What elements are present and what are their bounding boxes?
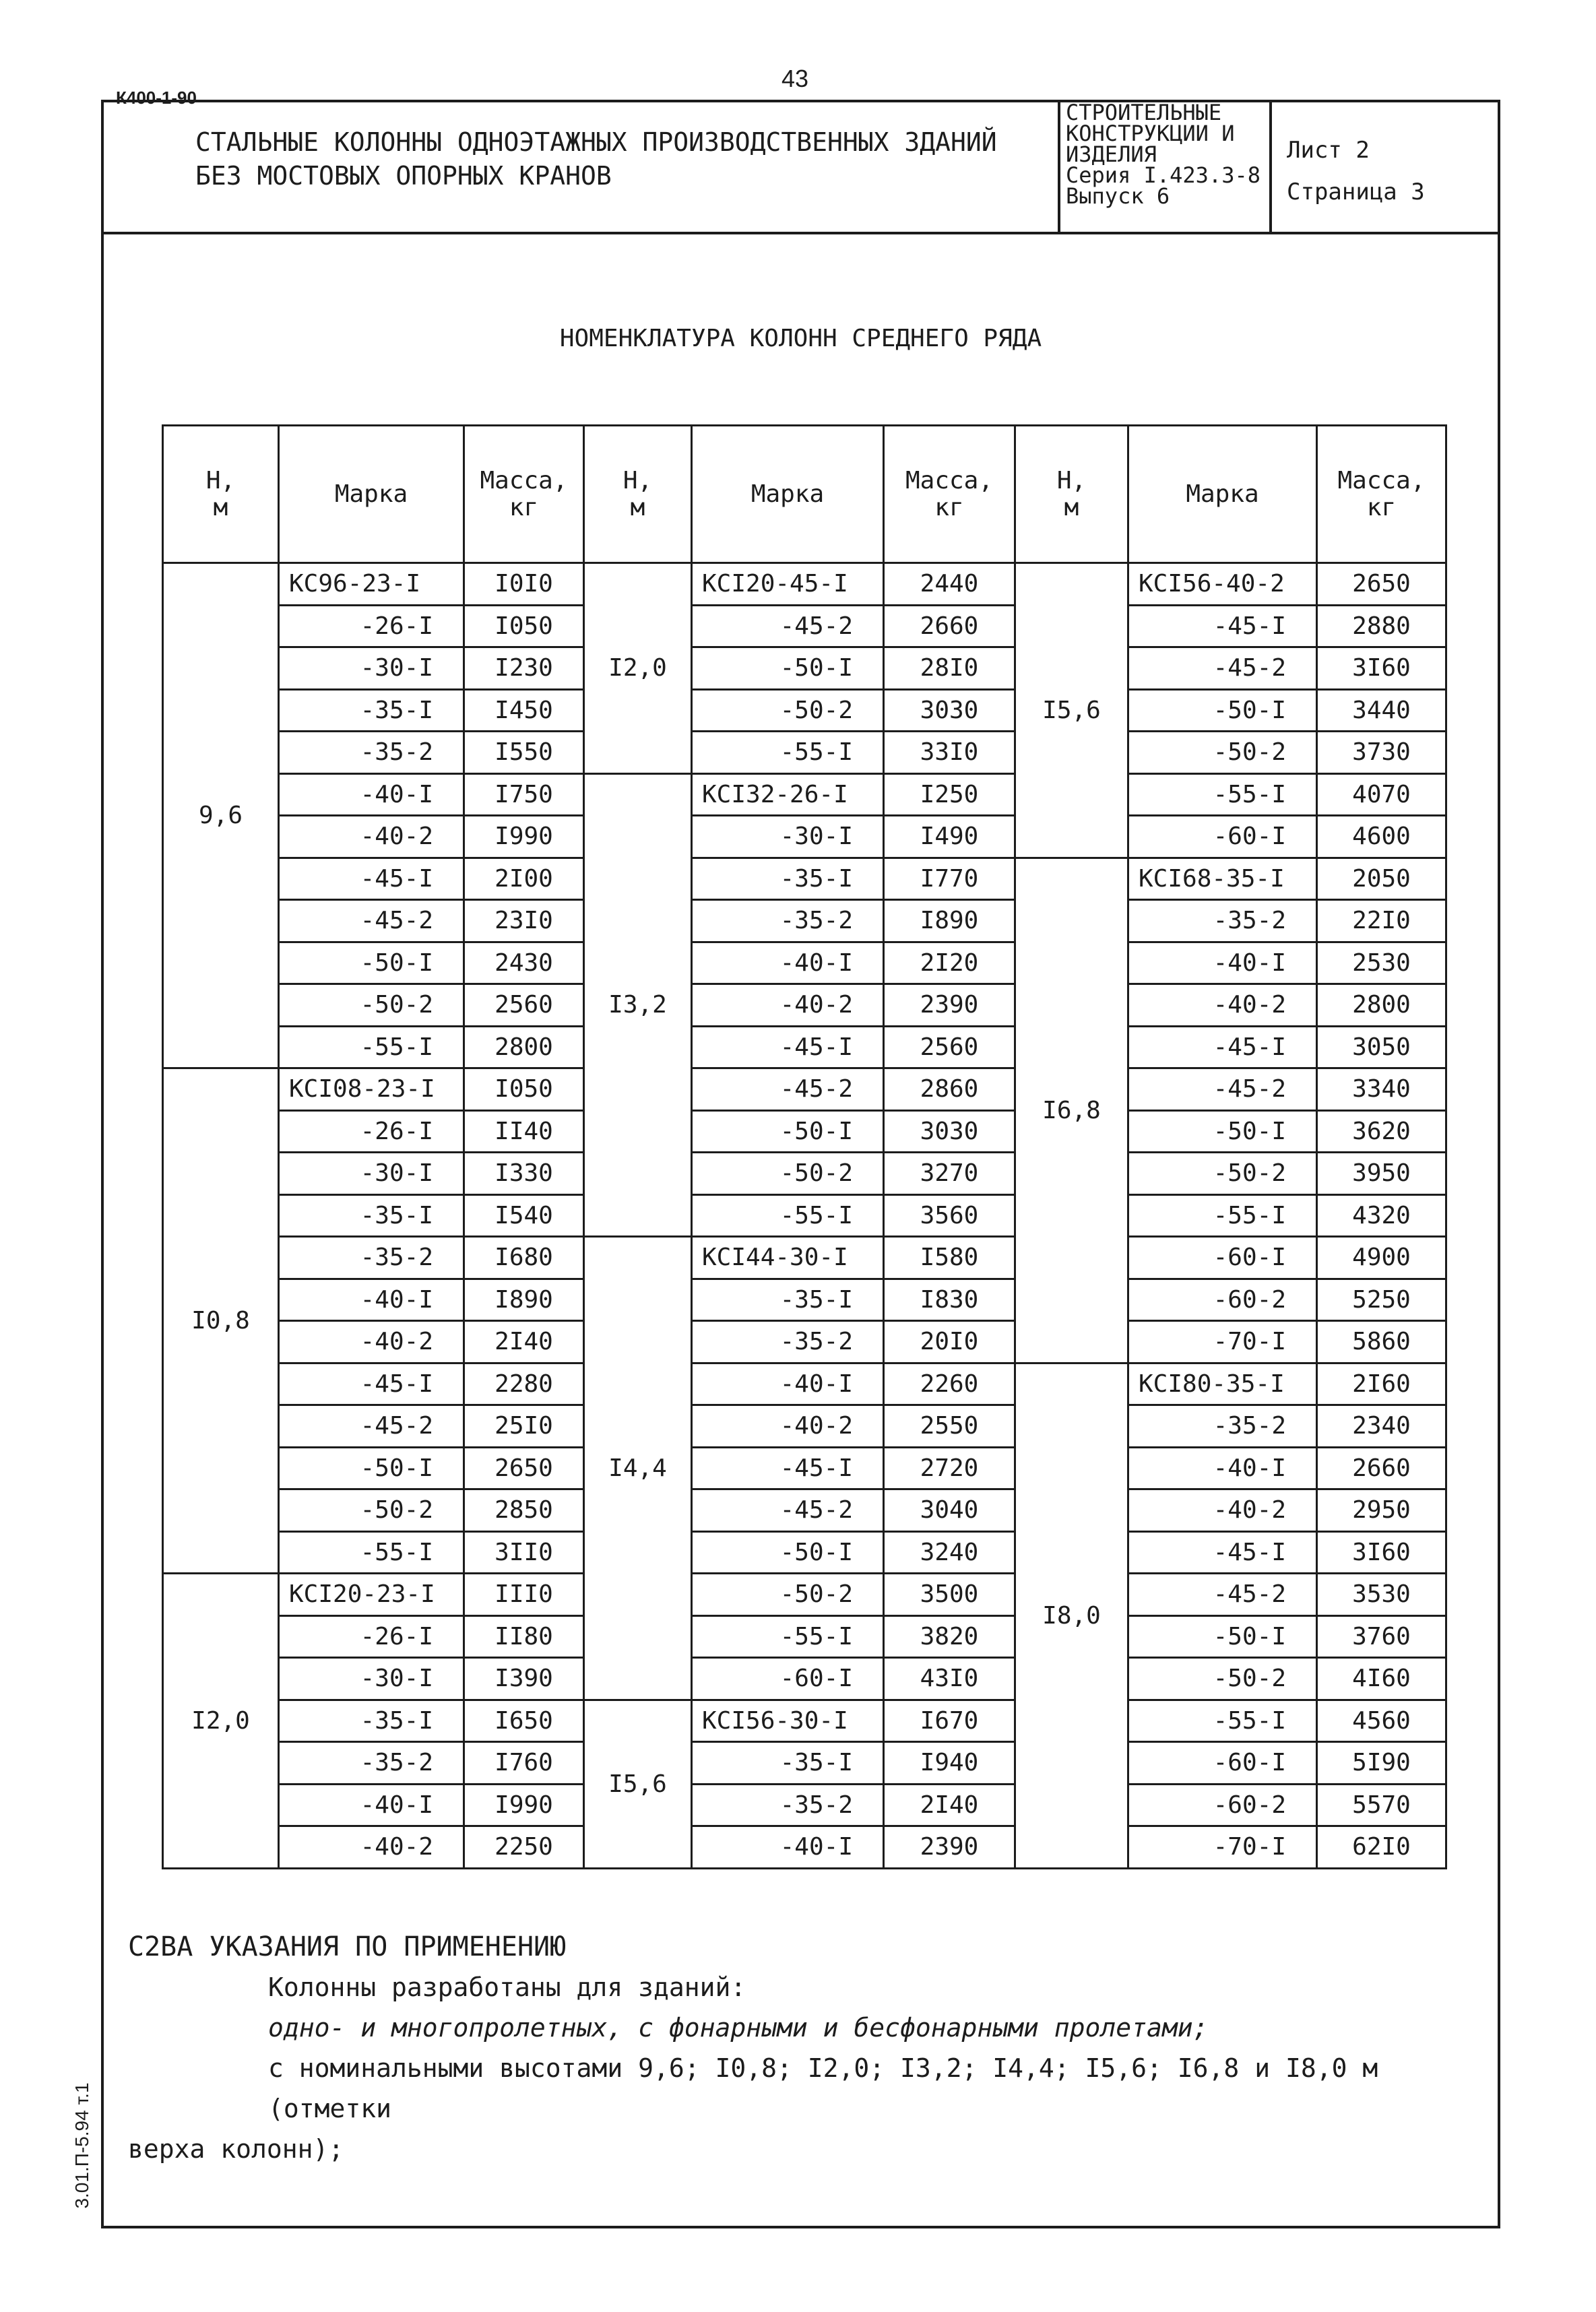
mark-cell: -60-2 (1128, 1784, 1317, 1826)
mark-cell: -30-I (279, 1658, 464, 1700)
mass-cell: 2250 (464, 1826, 584, 1869)
mass-cell: 2650 (1317, 563, 1446, 606)
mark-cell: -50-2 (692, 1574, 884, 1616)
mass-cell: I450 (464, 689, 584, 732)
mass-cell: 4560 (1317, 1700, 1446, 1742)
mark-cell: -50-2 (692, 689, 884, 732)
column-header-height: Н, м (584, 426, 692, 563)
mass-cell: 23I0 (464, 900, 584, 942)
height-cell: 9,6 (163, 563, 279, 1068)
mark-cell: -45-I (1128, 1026, 1317, 1068)
mark-cell: -45-I (279, 858, 464, 900)
table-row (163, 1658, 1446, 1700)
mass-cell: 2390 (884, 1826, 1015, 1869)
mass-cell: I750 (464, 773, 584, 816)
mass-cell: 2280 (464, 1363, 584, 1405)
mass-cell: I230 (464, 647, 584, 690)
table-row (163, 984, 1446, 1027)
mass-cell: I990 (464, 1784, 584, 1826)
height-cell: I6,8 (1015, 858, 1128, 1363)
mass-cell: 2560 (884, 1026, 1015, 1068)
document-title-line-2: БЕЗ МОСТОВЫХ ОПОРНЫХ КРАНОВ (195, 161, 612, 191)
mark-cell: -40-2 (279, 1321, 464, 1363)
mark-cell: -40-2 (279, 816, 464, 858)
table-row (163, 1784, 1446, 1826)
mass-cell: 3II0 (464, 1531, 584, 1574)
document-title (195, 125, 997, 193)
mass-cell: I540 (464, 1194, 584, 1237)
mark-cell: -60-I (1128, 816, 1317, 858)
mark-cell: -55-I (1128, 1700, 1317, 1742)
height-cell: I2,0 (584, 563, 692, 774)
mass-cell: 2860 (884, 1068, 1015, 1111)
mass-cell: 4070 (1317, 773, 1446, 816)
mass-cell: 3620 (1317, 1110, 1446, 1153)
mark-cell: -40-2 (279, 1826, 464, 1869)
mark-cell: -50-I (692, 1110, 884, 1153)
mass-cell: 2260 (884, 1363, 1015, 1405)
mark-cell: -55-I (692, 1194, 884, 1237)
mass-cell: I580 (884, 1237, 1015, 1279)
mark-cell: -40-2 (1128, 1489, 1317, 1532)
mass-cell: I650 (464, 1700, 584, 1742)
mass-cell: I890 (464, 1279, 584, 1321)
mark-cell: -45-2 (1128, 647, 1317, 690)
table-row (163, 1826, 1446, 1869)
mass-cell: 62I0 (1317, 1826, 1446, 1869)
table-row (163, 1531, 1446, 1574)
table-row (163, 1321, 1446, 1363)
mass-cell: 20I0 (884, 1321, 1015, 1363)
mark-cell: -50-2 (692, 1153, 884, 1195)
mark-cell: -50-2 (279, 1489, 464, 1532)
mass-cell: 2390 (884, 984, 1015, 1027)
table-row (163, 1742, 1446, 1785)
mark-cell: -70-I (1128, 1321, 1317, 1363)
title-block (101, 100, 1500, 234)
mass-cell: I760 (464, 1742, 584, 1785)
mark-cell: -35-2 (692, 900, 884, 942)
mark-cell: КС96-23-I (279, 563, 464, 606)
notes-title: С2ВА УКАЗАНИЯ ПО ПРИМЕНЕНИЮ (128, 1931, 567, 1962)
mass-cell: 2880 (1317, 605, 1446, 647)
mark-cell: -40-I (692, 1363, 884, 1405)
mark-cell: -55-I (692, 732, 884, 774)
height-cell: I0,8 (163, 1068, 279, 1574)
table-header-row (163, 426, 1446, 563)
mark-cell: -45-I (1128, 1531, 1317, 1574)
mark-cell: КСI80-35-I (1128, 1363, 1317, 1405)
mark-cell: -35-2 (1128, 900, 1317, 942)
usage-notes (128, 1927, 1462, 2169)
table-row (163, 732, 1446, 774)
mass-cell: 3440 (1317, 689, 1446, 732)
table-row (163, 1615, 1446, 1658)
mass-cell: 4900 (1317, 1237, 1446, 1279)
column-header-mass: Масса, кг (464, 426, 584, 563)
mass-cell: IІI0 (464, 1574, 584, 1616)
mark-cell: -26-I (279, 1110, 464, 1153)
mark-cell: -50-I (1128, 1615, 1317, 1658)
nomenclature-table (162, 424, 1447, 1869)
mark-cell: -30-I (279, 1153, 464, 1195)
mass-cell: 2550 (884, 1405, 1015, 1448)
sheet-number: Лист 2 (1287, 137, 1370, 164)
mass-cell: 2950 (1317, 1489, 1446, 1532)
mass-cell: 2I60 (1317, 1363, 1446, 1405)
table-row (163, 563, 1446, 606)
mark-cell: -50-2 (1128, 732, 1317, 774)
table-row (163, 1068, 1446, 1111)
mark-cell: -30-I (279, 647, 464, 690)
series-line: СТРОИТЕЛЬНЫЕ (1066, 100, 1222, 125)
table-row (163, 816, 1446, 858)
mass-cell: 3340 (1317, 1068, 1446, 1111)
table-row (163, 900, 1446, 942)
column-header-mark: Марка (279, 426, 464, 563)
mark-cell: -60-I (1128, 1742, 1317, 1785)
mass-cell: 4I60 (1317, 1658, 1446, 1700)
mark-cell: -55-I (279, 1026, 464, 1068)
table-row (163, 1110, 1446, 1153)
mass-cell: I550 (464, 732, 584, 774)
mass-cell: 2340 (1317, 1405, 1446, 1448)
mark-cell: -45-I (692, 1447, 884, 1489)
mass-cell: I390 (464, 1658, 584, 1700)
mark-cell: -40-I (1128, 942, 1317, 984)
mark-cell: -40-I (692, 1826, 884, 1869)
mark-cell: -50-2 (279, 984, 464, 1027)
height-cell: I8,0 (1015, 1363, 1128, 1868)
column-header-mass: Масса, кг (884, 426, 1015, 563)
mark-cell: -55-I (692, 1615, 884, 1658)
mark-cell: -45-2 (692, 1068, 884, 1111)
mass-cell: 2660 (1317, 1447, 1446, 1489)
table-row (163, 942, 1446, 984)
mark-cell: -45-2 (692, 605, 884, 647)
mark-cell: -26-I (279, 605, 464, 647)
mark-cell: -60-I (692, 1658, 884, 1700)
mass-cell: 2560 (464, 984, 584, 1027)
mark-cell: -35-2 (1128, 1405, 1317, 1448)
mark-cell: -30-I (692, 816, 884, 858)
notes-line: с номинальными высотами 9,6; I0,8; I2,0; I3,2; I4,4; I5,6; I6,8 и I8,0 м (отметки (268, 2053, 1378, 2123)
table-row (163, 1153, 1446, 1195)
mark-cell: -70-I (1128, 1826, 1317, 1869)
table-row (163, 1489, 1446, 1532)
mass-cell: I680 (464, 1237, 584, 1279)
mark-cell: -45-2 (1128, 1068, 1317, 1111)
mass-cell: 3500 (884, 1574, 1015, 1616)
mark-cell: -35-2 (279, 1237, 464, 1279)
mass-cell: 2660 (884, 605, 1015, 647)
mark-cell: -45-2 (692, 1489, 884, 1532)
mass-cell: 2I20 (884, 942, 1015, 984)
mass-cell: 2I40 (884, 1784, 1015, 1826)
mass-cell: I050 (464, 605, 584, 647)
mark-cell: -50-I (1128, 1110, 1317, 1153)
mass-cell: 28I0 (884, 647, 1015, 690)
mass-cell: 2050 (1317, 858, 1446, 900)
document-title-line-1: СТАЛЬНЫЕ КОЛОННЫ ОДНОЭТАЖНЫХ ПРОИЗВОДСТВЕННЫХ ЗДАНИЙ (195, 127, 997, 157)
mark-cell: -60-I (1128, 1237, 1317, 1279)
mass-cell: I830 (884, 1279, 1015, 1321)
mass-cell: 3050 (1317, 1026, 1446, 1068)
series-line: Выпуск 6 (1066, 183, 1170, 209)
notes-line: верха колонн); (128, 2134, 344, 2164)
side-stamp (67, 2055, 97, 2237)
mark-cell: -40-I (279, 1784, 464, 1826)
mark-cell: -50-2 (1128, 1658, 1317, 1700)
mass-cell: I890 (884, 900, 1015, 942)
height-cell: I2,0 (163, 1574, 279, 1869)
mark-cell: -50-2 (1128, 1153, 1317, 1195)
mark-cell: -45-2 (279, 1405, 464, 1448)
table-row (163, 1700, 1446, 1742)
mass-cell: 2440 (884, 563, 1015, 606)
mass-cell: I050 (464, 1068, 584, 1111)
mark-cell: КСI08-23-I (279, 1068, 464, 1111)
mass-cell: 4600 (1317, 816, 1446, 858)
mass-cell: I770 (884, 858, 1015, 900)
side-stamp-text: 3.01.П-5.94 т.1 (71, 2082, 92, 2209)
mark-cell: КСI20-45-I (692, 563, 884, 606)
mark-cell: -40-2 (1128, 984, 1317, 1027)
mass-cell: 5860 (1317, 1321, 1446, 1363)
height-cell: I5,6 (1015, 563, 1128, 858)
mass-cell: 3760 (1317, 1615, 1446, 1658)
table-row (163, 1447, 1446, 1489)
mark-cell: -50-I (692, 1531, 884, 1574)
mark-cell: -45-2 (1128, 1574, 1317, 1616)
mass-cell: I250 (884, 773, 1015, 816)
table-title: НОМЕНКЛАТУРА КОЛОНН СРЕДНЕГО РЯДА (559, 325, 1042, 352)
mark-cell: КСI68-35-I (1128, 858, 1317, 900)
mark-cell: -35-2 (279, 1742, 464, 1785)
mass-cell: I490 (884, 816, 1015, 858)
mark-cell: -35-I (692, 1279, 884, 1321)
mark-cell: -35-I (279, 1700, 464, 1742)
mass-cell: 3950 (1317, 1153, 1446, 1195)
column-header-mass: Масса, кг (1317, 426, 1446, 563)
mark-cell: -35-I (279, 1194, 464, 1237)
mark-cell: -55-I (1128, 1194, 1317, 1237)
mark-cell: -40-2 (692, 984, 884, 1027)
mark-cell: -26-I (279, 1615, 464, 1658)
mass-cell: 2850 (464, 1489, 584, 1532)
mark-cell: -40-I (279, 773, 464, 816)
table-row (163, 647, 1446, 690)
table-row (163, 605, 1446, 647)
mark-cell: -35-2 (692, 1321, 884, 1363)
mass-cell: 3820 (884, 1615, 1015, 1658)
mass-cell: 25I0 (464, 1405, 584, 1448)
height-cell: I4,4 (584, 1237, 692, 1700)
mass-cell: 2I40 (464, 1321, 584, 1363)
table-row (163, 1574, 1446, 1616)
mass-cell: 22I0 (1317, 900, 1446, 942)
table-row (163, 1405, 1446, 1448)
page-number: 43 (781, 65, 809, 92)
height-cell: I3,2 (584, 773, 692, 1237)
mark-cell: КСI44-30-I (692, 1237, 884, 1279)
mark-cell: -50-I (1128, 689, 1317, 732)
mass-cell: 2800 (464, 1026, 584, 1068)
mark-cell: -55-I (279, 1531, 464, 1574)
table-row (163, 1363, 1446, 1405)
series-info (1058, 100, 1272, 232)
mass-cell: 3I60 (1317, 647, 1446, 690)
mark-cell: КСI32-26-I (692, 773, 884, 816)
mass-cell: 3240 (884, 1531, 1015, 1574)
mark-cell: КСI20-23-I (279, 1574, 464, 1616)
notes-line: Колонны разработаны для зданий: (268, 1972, 746, 2002)
table-row (163, 1279, 1446, 1321)
mass-cell: 3560 (884, 1194, 1015, 1237)
mark-cell: -35-I (279, 689, 464, 732)
mass-cell: I670 (884, 1700, 1015, 1742)
series-line: КОНСТРУКЦИИ И (1066, 121, 1235, 146)
mass-cell: 3030 (884, 1110, 1015, 1153)
mark-cell: -40-I (279, 1279, 464, 1321)
mark-cell: -55-I (1128, 773, 1317, 816)
mass-cell: I940 (884, 1742, 1015, 1785)
column-header-mark: Марка (692, 426, 884, 563)
table-row (163, 689, 1446, 732)
series-line: Серия I.423.3-8 (1066, 162, 1260, 188)
mass-cell: 3030 (884, 689, 1015, 732)
mass-cell: I0I0 (464, 563, 584, 606)
mass-cell: 5I90 (1317, 1742, 1446, 1785)
mass-cell: 4320 (1317, 1194, 1446, 1237)
mass-cell: 2I00 (464, 858, 584, 900)
mass-cell: 3I60 (1317, 1531, 1446, 1574)
mark-cell: -35-I (692, 858, 884, 900)
sheet-info (1287, 129, 1425, 213)
mark-cell: -40-I (692, 942, 884, 984)
column-header-height: Н, м (1015, 426, 1128, 563)
mark-cell: -35-2 (279, 732, 464, 774)
page-label: Страница 3 (1287, 179, 1425, 205)
mark-cell: -50-I (279, 942, 464, 984)
mass-cell: II40 (464, 1110, 584, 1153)
notes-line: одно- и многопролетных, с фонарными и бесфонарными пролетами; (268, 2013, 1209, 2043)
column-header-height: Н, м (163, 426, 279, 563)
column-header-mark: Марка (1128, 426, 1317, 563)
document-code: К400-1-90 (116, 88, 197, 108)
mass-cell: 43I0 (884, 1658, 1015, 1700)
mass-cell: 2430 (464, 942, 584, 984)
table-row (163, 1026, 1446, 1068)
mass-cell: 5570 (1317, 1784, 1446, 1826)
mass-cell: 2650 (464, 1447, 584, 1489)
mass-cell: 3530 (1317, 1574, 1446, 1616)
mass-cell: 2720 (884, 1447, 1015, 1489)
mark-cell: -40-2 (692, 1405, 884, 1448)
mark-cell: -35-2 (692, 1784, 884, 1826)
mass-cell: 2800 (1317, 984, 1446, 1027)
mass-cell: I330 (464, 1153, 584, 1195)
table-row (163, 1237, 1446, 1279)
table-row (163, 1194, 1446, 1237)
mass-cell: 3270 (884, 1153, 1015, 1195)
mass-cell: II80 (464, 1615, 584, 1658)
mass-cell: 5250 (1317, 1279, 1446, 1321)
mass-cell: 2530 (1317, 942, 1446, 984)
mark-cell: -35-I (692, 1742, 884, 1785)
mark-cell: -50-I (279, 1447, 464, 1489)
mark-cell: -45-I (692, 1026, 884, 1068)
mark-cell: -45-2 (279, 900, 464, 942)
mass-cell: 33I0 (884, 732, 1015, 774)
mass-cell: I990 (464, 816, 584, 858)
mark-cell: КСI56-40-2 (1128, 563, 1317, 606)
series-line: ИЗДЕЛИЯ (1066, 141, 1157, 167)
mark-cell: КСI56-30-I (692, 1700, 884, 1742)
mark-cell: -40-I (1128, 1447, 1317, 1489)
mass-cell: 3040 (884, 1489, 1015, 1532)
mark-cell: -50-I (692, 647, 884, 690)
mass-cell: 3730 (1317, 732, 1446, 774)
mark-cell: -60-2 (1128, 1279, 1317, 1321)
mark-cell: -45-I (1128, 605, 1317, 647)
mark-cell: -45-I (279, 1363, 464, 1405)
table-row (163, 858, 1446, 900)
table-row (163, 773, 1446, 816)
height-cell: I5,6 (584, 1700, 692, 1868)
